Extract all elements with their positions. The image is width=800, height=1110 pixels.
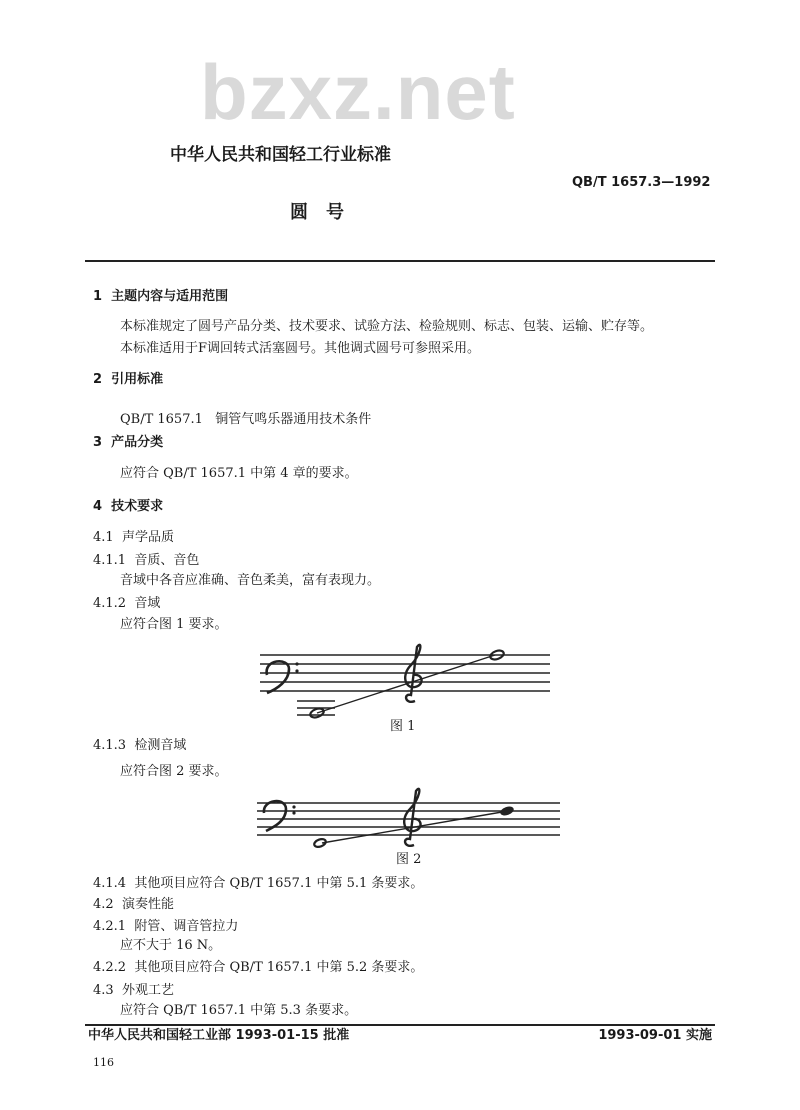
figure-2-caption: 图 2 xyxy=(396,852,422,867)
section-4-3-para: 应符合 QB/T 1657.1 中第 5.3 条要求。 xyxy=(120,1003,358,1018)
bass-clef-icon xyxy=(267,661,289,693)
implementation-date: 1993-09-01 实施 xyxy=(598,1028,712,1043)
section-1-heading: 1 主题内容与适用范围 xyxy=(93,289,229,304)
approval-line: 中华人民共和国轻工业部 1993-01-15 批准 xyxy=(88,1028,350,1043)
section-4-1-1-para: 音域中各音应准确、音色柔美，富有表现力。 xyxy=(120,573,381,588)
high-note xyxy=(499,805,515,817)
treble-clef-icon xyxy=(404,789,420,846)
section-4-1-2-para: 应符合图 1 要求。 xyxy=(120,617,228,632)
section-4-1-3-heading: 4.1.3 检测音域 xyxy=(93,738,187,753)
page-number: 116 xyxy=(93,1056,114,1069)
standard-number: QB/T 1657.3—1992 xyxy=(572,175,711,190)
figure-2-staff xyxy=(252,785,564,855)
doc-title: 圆 号 xyxy=(290,202,344,223)
section-1-para-2: 本标准适用于F调回转式活塞圆号。其他调式圆号可参照采用。 xyxy=(120,341,481,356)
header-rule xyxy=(85,260,715,262)
reference-standard: QB/T 1657.1 铜管气鸣乐器通用技术条件 xyxy=(120,412,372,427)
section-4-1-1-heading: 4.1.1 音质、音色 xyxy=(93,553,200,568)
figure-1-caption: 图 1 xyxy=(390,719,416,734)
section-4-1-2-heading: 4.1.2 音域 xyxy=(93,596,161,611)
section-4-2-1-para: 应不大于 16 N。 xyxy=(120,938,222,953)
footer-rule xyxy=(85,1024,715,1026)
section-4-1-heading: 4.1 声学品质 xyxy=(93,530,174,545)
section-2-heading: 2 引用标准 xyxy=(93,372,164,387)
section-3-para: 应符合 QB/T 1657.1 中第 4 章的要求。 xyxy=(120,466,358,481)
section-3-heading: 3 产品分类 xyxy=(93,435,164,450)
section-4-1-3-para: 应符合图 2 要求。 xyxy=(120,764,228,779)
section-4-heading: 4 技术要求 xyxy=(93,499,164,514)
industry-title: 中华人民共和国轻工行业标准 xyxy=(170,145,391,165)
low-note xyxy=(313,838,327,849)
figure-1-staff xyxy=(255,635,555,720)
section-4-2-heading: 4.2 演奏性能 xyxy=(93,897,174,912)
section-4-3-heading: 4.3 外观工艺 xyxy=(93,983,174,998)
section-4-2-1-heading: 4.2.1 附管、调音管拉力 xyxy=(93,919,239,934)
section-1-para-1: 本标准规定了圆号产品分类、技术要求、试验方法、检验规则、标志、包装、运输、贮存等。 xyxy=(120,319,654,334)
section-4-2-2-heading: 4.2.2 其他项目应符合 QB/T 1657.1 中第 5.2 条要求。 xyxy=(93,960,424,975)
section-4-1-4-heading: 4.1.4 其他项目应符合 QB/T 1657.1 中第 5.1 条要求。 xyxy=(93,876,424,891)
watermark: bzxz.net xyxy=(200,48,516,136)
